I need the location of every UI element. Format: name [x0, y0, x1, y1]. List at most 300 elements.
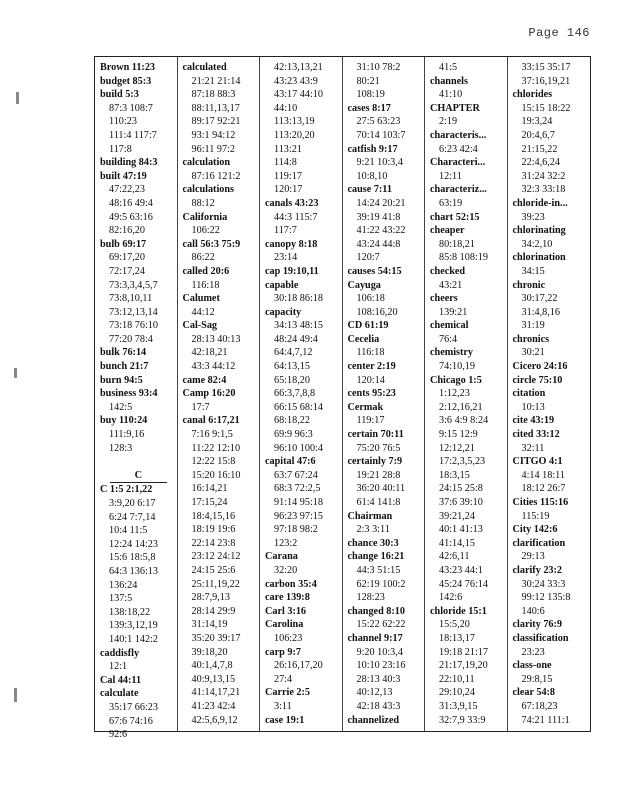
index-reference: 30:21 — [521, 347, 545, 359]
index-term: Carrie 2:5 — [265, 687, 310, 699]
index-reference: 120:17 — [274, 184, 303, 196]
index-reference: 73:8,10,11 — [109, 293, 153, 305]
index-term: building 84:3 — [100, 157, 158, 169]
index-reference: 43:23 44:1 — [439, 564, 483, 576]
index-reference: 3:9,20 6:17 — [109, 498, 156, 509]
index-reference: 40:12,13 — [356, 687, 393, 699]
index-term: chloride-in... — [512, 197, 568, 209]
index-term: catfish 9:17 — [347, 143, 398, 155]
index-reference: 140:1 142:2 — [109, 633, 158, 645]
index-reference: 9:15 12:9 — [439, 429, 478, 441]
index-reference: 87:18 88:3 — [191, 89, 236, 101]
index-reference: 31:4,8,16 — [521, 306, 560, 318]
index-term: Characteri... — [430, 157, 486, 169]
index-reference: 28:14 29:9 — [191, 605, 236, 617]
left-margin-mark — [14, 688, 17, 702]
index-term: CITGO 4:1 — [512, 456, 563, 468]
index-reference: 24:15 25:8 — [439, 483, 483, 495]
index-term: canal 6:17,21 — [182, 415, 240, 427]
index-term: chronics — [512, 333, 550, 345]
index-reference: 45:24 76:14 — [439, 578, 488, 590]
index-reference: 113:13,19 — [274, 116, 315, 128]
index-column-6 — [508, 57, 591, 731]
index-reference: 43:17 44:10 — [274, 89, 323, 101]
index-reference: 22:4,6,24 — [521, 157, 560, 169]
index-reference: 47:22,23 — [109, 184, 145, 196]
index-reference: 117:8 — [109, 143, 132, 155]
index-reference: 68:3 72:2,5 — [274, 483, 321, 495]
index-reference: 115:19 — [521, 510, 550, 522]
index-term: carbon 35:4 — [265, 578, 317, 590]
index-reference: 44:10 — [274, 102, 298, 114]
index-reference: 67:6 74:16 — [109, 715, 153, 727]
index-reference: 39:18,20 — [191, 646, 228, 658]
index-reference: 32:3 33:18 — [521, 184, 566, 196]
index-term: call 56:3 75:9 — [182, 238, 241, 250]
index-reference: 117:7 — [274, 225, 297, 237]
index-reference: 11:22 12:10 — [191, 442, 241, 454]
index-reference: 97:18 98:2 — [274, 524, 318, 536]
spacer — [100, 455, 177, 469]
index-reference: 31:24 32:2 — [521, 170, 566, 182]
index-reference: 12:11 — [439, 170, 462, 182]
index-term: Carana — [265, 551, 298, 563]
index-term: case 19:1 — [265, 714, 305, 726]
index-term: cite 43:19 — [512, 415, 555, 427]
index-reference: 27:4 — [274, 673, 293, 685]
index-reference: 48:24 49:4 — [274, 333, 318, 345]
index-reference: 39:23 — [521, 211, 545, 223]
index-reference: 1:12,23 — [439, 388, 470, 400]
index-reference: 29:10,24 — [439, 687, 475, 699]
index-reference: 77:20 78:4 — [109, 333, 153, 345]
index-reference: 80:18,21 — [439, 238, 475, 250]
index-reference: 111:9,16 — [109, 429, 145, 441]
index-term: clarity 76:9 — [512, 619, 563, 631]
index-reference: 91:14 95:18 — [274, 497, 323, 508]
index-reference: 93:1 94:12 — [191, 129, 236, 141]
index-term: calculated — [182, 62, 227, 73]
index-reference: 10:13 — [521, 401, 545, 413]
index-term: C 1:5 2:1,22 — [100, 484, 153, 496]
index-reference: 64:4,7,12 — [274, 347, 313, 359]
index-reference: 42:18 43:3 — [356, 700, 401, 712]
index-reference: 20:4,6,7 — [521, 129, 555, 141]
index-reference: 34:2,10 — [521, 238, 553, 250]
index-term: cents 95:23 — [347, 388, 396, 400]
index-term: cause 7:11 — [347, 184, 392, 196]
index-reference: 6:23 42:4 — [439, 143, 478, 155]
index-term: Carolina — [265, 619, 304, 631]
index-reference: 87:16 121:2 — [191, 170, 241, 182]
index-reference: 73:18 76:10 — [109, 320, 158, 332]
index-term: Chairman — [347, 510, 393, 522]
index-reference: 74:21 111:1 — [521, 714, 570, 726]
index-reference: 18:4,15,16 — [191, 510, 236, 522]
index-term: canals 43:23 — [265, 197, 319, 209]
index-reference: 63:19 — [439, 197, 463, 209]
index-term: chemical — [430, 320, 469, 332]
index-term: cases 8:17 — [347, 102, 391, 114]
index-reference: 65:18,20 — [274, 374, 310, 386]
index-reference: 15:22 62:22 — [356, 619, 406, 631]
index-reference: 3:6 4:9 8:24 — [439, 415, 489, 427]
index-reference: 30:17,22 — [521, 293, 558, 305]
index-reference: 96:23 97:15 — [274, 510, 323, 522]
index-reference: 106:18 — [356, 293, 385, 305]
index-reference: 17:7 — [191, 401, 210, 413]
index-term: channels — [430, 75, 468, 87]
index-reference: 29:13 — [521, 551, 545, 563]
index-term: buy 110:24 — [100, 415, 148, 427]
index-reference: 96:11 97:2 — [191, 143, 235, 155]
index-term: canopy 8:18 — [265, 238, 318, 250]
index-term: Cecelia — [347, 333, 380, 345]
index-reference: 85:8 108:19 — [439, 252, 488, 264]
index-reference: 92:6 — [109, 729, 128, 741]
index-reference: 22:14 23:8 — [191, 537, 236, 549]
index-term: certain 70:11 — [347, 429, 404, 441]
index-reference: 119:17 — [274, 170, 302, 182]
index-reference: 114:8 — [274, 157, 297, 169]
index-reference: 21:15,22 — [521, 143, 558, 155]
index-reference: 86:22 — [191, 252, 215, 264]
index-reference: 23:14 — [274, 252, 298, 264]
index-reference: 41:14,17,21 — [191, 687, 241, 699]
index-term: Cayuga — [347, 279, 381, 291]
index-reference: 16:14,21 — [191, 483, 228, 495]
index-reference: 136:24 — [109, 579, 138, 591]
index-reference: 32:20 — [274, 564, 298, 576]
index-reference: 24:15 25:6 — [191, 564, 236, 576]
index-reference: 2:19 — [439, 116, 458, 128]
index-reference: 28:13 40:3 — [356, 673, 401, 685]
index-reference: 123:2 — [274, 537, 298, 549]
index-reference: 110:23 — [109, 116, 137, 128]
index-term: classification — [512, 632, 569, 644]
index-reference: 15:15 18:22 — [521, 102, 571, 114]
index-reference: 82:16,20 — [109, 225, 145, 237]
index-column-5 — [425, 57, 508, 731]
index-reference: 19:18 21:17 — [439, 646, 488, 658]
index-reference: 73:3,3,4,5,7 — [109, 279, 158, 291]
index-term: channel 9:17 — [347, 632, 403, 644]
index-reference: 4:14 18:11 — [521, 469, 565, 481]
index-reference: 10:10 23:16 — [356, 660, 406, 672]
index-reference: 63:7 67:24 — [274, 469, 318, 481]
index-reference: 42:6,11 — [439, 551, 470, 563]
index-reference: 67:18,23 — [521, 700, 558, 712]
index-reference: 21:21 21:14 — [191, 75, 241, 87]
index-term: bulb 69:17 — [100, 238, 147, 250]
index-term: clear 54:8 — [512, 687, 556, 699]
index-reference: 137:5 — [109, 593, 133, 605]
index-reference: 69:17,20 — [109, 252, 145, 264]
index-term: Cities 115:16 — [512, 497, 569, 508]
index-reference: 106:22 — [191, 225, 220, 237]
index-column-1 — [95, 57, 178, 741]
index-term: City 142:6 — [512, 524, 558, 536]
index-reference: 49:5 63:16 — [109, 211, 153, 223]
index-reference: 44:3 51:15 — [356, 564, 401, 576]
index-reference: 29:8,15 — [521, 673, 553, 685]
index-reference: 39:21,24 — [439, 510, 475, 522]
index-reference: 14:24 20:21 — [356, 197, 406, 209]
index-reference: 40:9,13,15 — [191, 673, 236, 685]
index-reference: 37:16,19,21 — [521, 75, 571, 87]
index-reference: 41:22 43:22 — [356, 225, 406, 237]
index-reference: 76:4 — [439, 333, 458, 345]
index-term: called 20:6 — [182, 265, 230, 277]
index-reference: 2:12,16,21 — [439, 401, 483, 413]
index-term: capital 47:6 — [265, 456, 316, 468]
index-reference: 26:16,17,20 — [274, 660, 323, 672]
index-reference: 7:16 9:1,5 — [191, 429, 233, 441]
index-term: chlorides — [512, 89, 553, 101]
index-term: cheaper — [430, 225, 465, 237]
index-reference: 128:3 — [109, 442, 133, 454]
index-term: clarification — [512, 537, 566, 549]
index-reference: 40:1 41:13 — [439, 524, 483, 536]
index-term: change 16:21 — [347, 551, 405, 563]
index-reference: 34:15 — [521, 265, 545, 277]
index-reference: 9:21 10:3,4 — [356, 157, 403, 169]
index-reference: 42:5,6,9,12 — [191, 714, 238, 726]
index-reference: 31:19 — [521, 320, 545, 332]
index-reference: 116:18 — [191, 279, 220, 291]
index-reference: 43:21 — [439, 279, 463, 291]
index-term: checked — [430, 265, 466, 277]
index-reference: 33:15 35:17 — [521, 62, 571, 73]
index-reference: 88:11,13,17 — [191, 102, 240, 114]
index-term: burn 94:5 — [100, 374, 143, 386]
index-reference: 19:21 28:8 — [356, 469, 401, 481]
index-reference: 116:18 — [356, 347, 385, 359]
index-reference: 140:6 — [521, 605, 545, 617]
index-term: chance 30:3 — [347, 537, 399, 549]
index-term: calculation — [182, 157, 231, 169]
index-reference: 17:15,24 — [191, 497, 228, 508]
index-reference: 111:4 117:7 — [109, 129, 157, 141]
index-term: built 47:19 — [100, 170, 147, 182]
index-term: Camp 16:20 — [182, 388, 236, 400]
index-reference: 23:23 — [521, 646, 545, 658]
index-term: bunch 21:7 — [100, 361, 149, 373]
index-term: budget 85:3 — [100, 75, 152, 87]
index-term: Cicero 24:16 — [512, 361, 568, 373]
index-reference: 139:3,12,19 — [109, 620, 158, 632]
index-column-3 — [260, 57, 343, 731]
index-column-2 — [178, 57, 261, 731]
index-reference: 31:3,9,15 — [439, 700, 478, 712]
index-reference: 40:1,4,7,8 — [191, 660, 233, 672]
index-reference: 88:12 — [191, 197, 215, 209]
index-term: chlorination — [512, 252, 566, 264]
index-term: Brown 11:23 — [100, 62, 156, 73]
index-term: circle 75:10 — [512, 374, 563, 386]
index-reference: 70:14 103:7 — [356, 129, 406, 141]
index-reference: 35:17 66:23 — [109, 701, 158, 713]
index-reference: 15:6 18:5,8 — [109, 552, 156, 564]
index-term: cap 19:10,11 — [265, 265, 319, 277]
index-reference: 18:19 19:6 — [191, 524, 236, 536]
index-reference: 41:10 — [439, 89, 463, 101]
index-reference: 18:13,17 — [439, 632, 475, 644]
index-reference: 22:10,11 — [439, 673, 475, 685]
index-reference: 89:17 92:21 — [191, 116, 241, 128]
index-reference: 68:18,22 — [274, 415, 310, 427]
index-reference: 80:21 — [356, 75, 380, 87]
index-term: business 93:4 — [100, 388, 158, 400]
index-term: channelized — [347, 714, 400, 726]
index-term: clarify 23:2 — [512, 564, 563, 576]
section-letter-heading: C — [134, 469, 142, 481]
index-reference: 44:12 — [191, 306, 215, 318]
index-term: came 82:4 — [182, 374, 227, 386]
index-reference: 142:6 — [439, 592, 463, 604]
index-reference: 61:4 141:8 — [356, 497, 401, 508]
index-reference: 36:20 40:11 — [356, 483, 406, 495]
index-reference: 12:12,21 — [439, 442, 475, 454]
index-reference: 62:19 100:2 — [356, 578, 406, 590]
index-reference: 72:17,24 — [109, 265, 145, 277]
index-reference: 139:21 — [439, 306, 468, 318]
index-reference: 113:20,20 — [274, 129, 315, 141]
index-reference: 119:17 — [356, 415, 385, 427]
index-term: Cal 44:11 — [100, 674, 142, 686]
index-reference: 27:5 63:23 — [356, 116, 401, 128]
index-term: carp 9:7 — [265, 646, 301, 658]
index-reference: 142:5 — [109, 401, 133, 413]
index-reference: 43:23 43:9 — [274, 75, 318, 87]
index-reference: 39:19 41:8 — [356, 211, 401, 223]
index-reference: 74:10,19 — [439, 361, 475, 373]
index-reference: 64:13,15 — [274, 361, 310, 373]
index-reference: 21:17,19,20 — [439, 660, 488, 672]
index-term: bulk 76:14 — [100, 347, 147, 359]
index-reference: 44:3 115:7 — [274, 211, 318, 223]
index-reference: 19:3,24 — [521, 116, 553, 128]
index-reference: 96:10 100:4 — [274, 442, 323, 454]
index-term: Chicago 1:5 — [430, 374, 482, 386]
index-reference: 18:12 26:7 — [521, 483, 566, 495]
index-term: class-one — [512, 660, 552, 672]
index-reference: 17:2,3,5,23 — [439, 456, 486, 468]
index-reference: 43:3 44:12 — [191, 361, 236, 373]
index-term: Carl 3:16 — [265, 605, 307, 617]
index-reference: 48:16 49:4 — [109, 197, 153, 209]
index-term: Calumet — [182, 293, 220, 305]
index-column-4 — [343, 57, 426, 731]
index-reference: 41:5 — [439, 62, 458, 73]
index-reference: 34:13 48:15 — [274, 320, 323, 332]
index-term: cited 33:12 — [512, 429, 560, 441]
left-margin-mark — [16, 92, 19, 104]
index-reference: 15:5,20 — [439, 619, 470, 631]
index-reference: 18:3,15 — [439, 469, 470, 481]
index-reference: 42:18,21 — [191, 347, 228, 359]
index-term: CHAPTER — [430, 102, 480, 114]
index-reference: 31:14,19 — [191, 619, 228, 631]
index-term: build 5:3 — [100, 89, 139, 101]
index-reference: 9:20 10:3,4 — [356, 646, 403, 658]
index-reference: 108:16,20 — [356, 306, 398, 318]
index-reference: 41:23 42:4 — [191, 700, 236, 712]
index-term: chronic — [512, 279, 546, 291]
left-margin-mark — [14, 368, 17, 378]
index-reference: 41:14,15 — [439, 537, 475, 549]
index-reference: 69:9 96:3 — [274, 429, 313, 441]
index-reference: 73:12,13,14 — [109, 306, 158, 318]
index-reference: 30:24 33:3 — [521, 578, 566, 590]
index-term: chart 52:15 — [430, 211, 480, 223]
index-reference: 25:11,19,22 — [191, 578, 240, 590]
index-reference: 128:23 — [356, 592, 385, 604]
index-reference: 6:24 7:7,14 — [109, 511, 156, 523]
index-reference: 64:3 136:13 — [109, 565, 158, 577]
index-reference: 10:4 11:5 — [109, 525, 148, 537]
index-term: chlorinating — [512, 225, 566, 237]
index-reference: 28:7,9,13 — [191, 592, 230, 604]
index-reference: 12:24 14:23 — [109, 538, 158, 550]
index-term: changed 8:10 — [347, 605, 405, 617]
index-reference: 120:7 — [356, 252, 380, 264]
index-reference: 75:20 76:5 — [356, 442, 401, 454]
index-reference: 43:24 44:8 — [356, 238, 401, 250]
index-reference: 30:18 86:18 — [274, 293, 323, 305]
index-reference: 42:13,13,21 — [274, 62, 323, 73]
index-term: Cal-Sag — [182, 320, 218, 332]
index-term: characteriz... — [430, 184, 487, 196]
index-term: certainly 7:9 — [347, 456, 403, 468]
index-term: calculate — [100, 688, 139, 700]
index-reference: 15:20 16:10 — [191, 469, 241, 481]
index-term: chloride 15:1 — [430, 605, 487, 617]
index-reference: 10:8,10 — [356, 170, 388, 182]
index-reference: 23:12 24:12 — [191, 551, 241, 563]
index-term: chemistry — [430, 347, 473, 359]
index-reference: 3:11 — [274, 700, 292, 712]
index-term: citation — [512, 388, 546, 400]
index-reference: 66:15 68:14 — [274, 401, 323, 413]
index-term: capacity — [265, 306, 302, 318]
index-reference: 31:10 78:2 — [356, 62, 401, 73]
index-reference: 138:18,22 — [109, 606, 151, 618]
index-term: CD 61:19 — [347, 320, 389, 332]
index-term: California — [182, 211, 228, 223]
index-reference: 106:23 — [274, 632, 303, 644]
index-term: capable — [265, 279, 299, 291]
index-reference: 2:3 3:11 — [356, 524, 390, 536]
index-reference: 120:14 — [356, 374, 385, 386]
index-reference: 12:1 — [109, 661, 128, 673]
index-reference: 37:6 39:10 — [439, 497, 483, 508]
index-term: characteris... — [430, 129, 487, 141]
index-reference: 108:19 — [356, 89, 385, 101]
index-term: calculations — [182, 184, 235, 196]
index-reference: 99:12 135:8 — [521, 592, 571, 604]
index-reference: 66:3,7,8,8 — [274, 388, 316, 400]
index-reference: 87:3 108:7 — [109, 102, 153, 114]
index-reference: 32:7,9 33:9 — [439, 714, 486, 726]
index-term: center 2:19 — [347, 361, 396, 373]
index-term: caddisfly — [100, 647, 140, 659]
index-reference: 12:22 15:8 — [191, 456, 236, 468]
index-reference: 28:13 40:13 — [191, 333, 241, 345]
index-reference: 32:11 — [521, 442, 545, 454]
index-term: causes 54:15 — [347, 265, 402, 277]
page-number-label: Page 146 — [528, 26, 590, 40]
